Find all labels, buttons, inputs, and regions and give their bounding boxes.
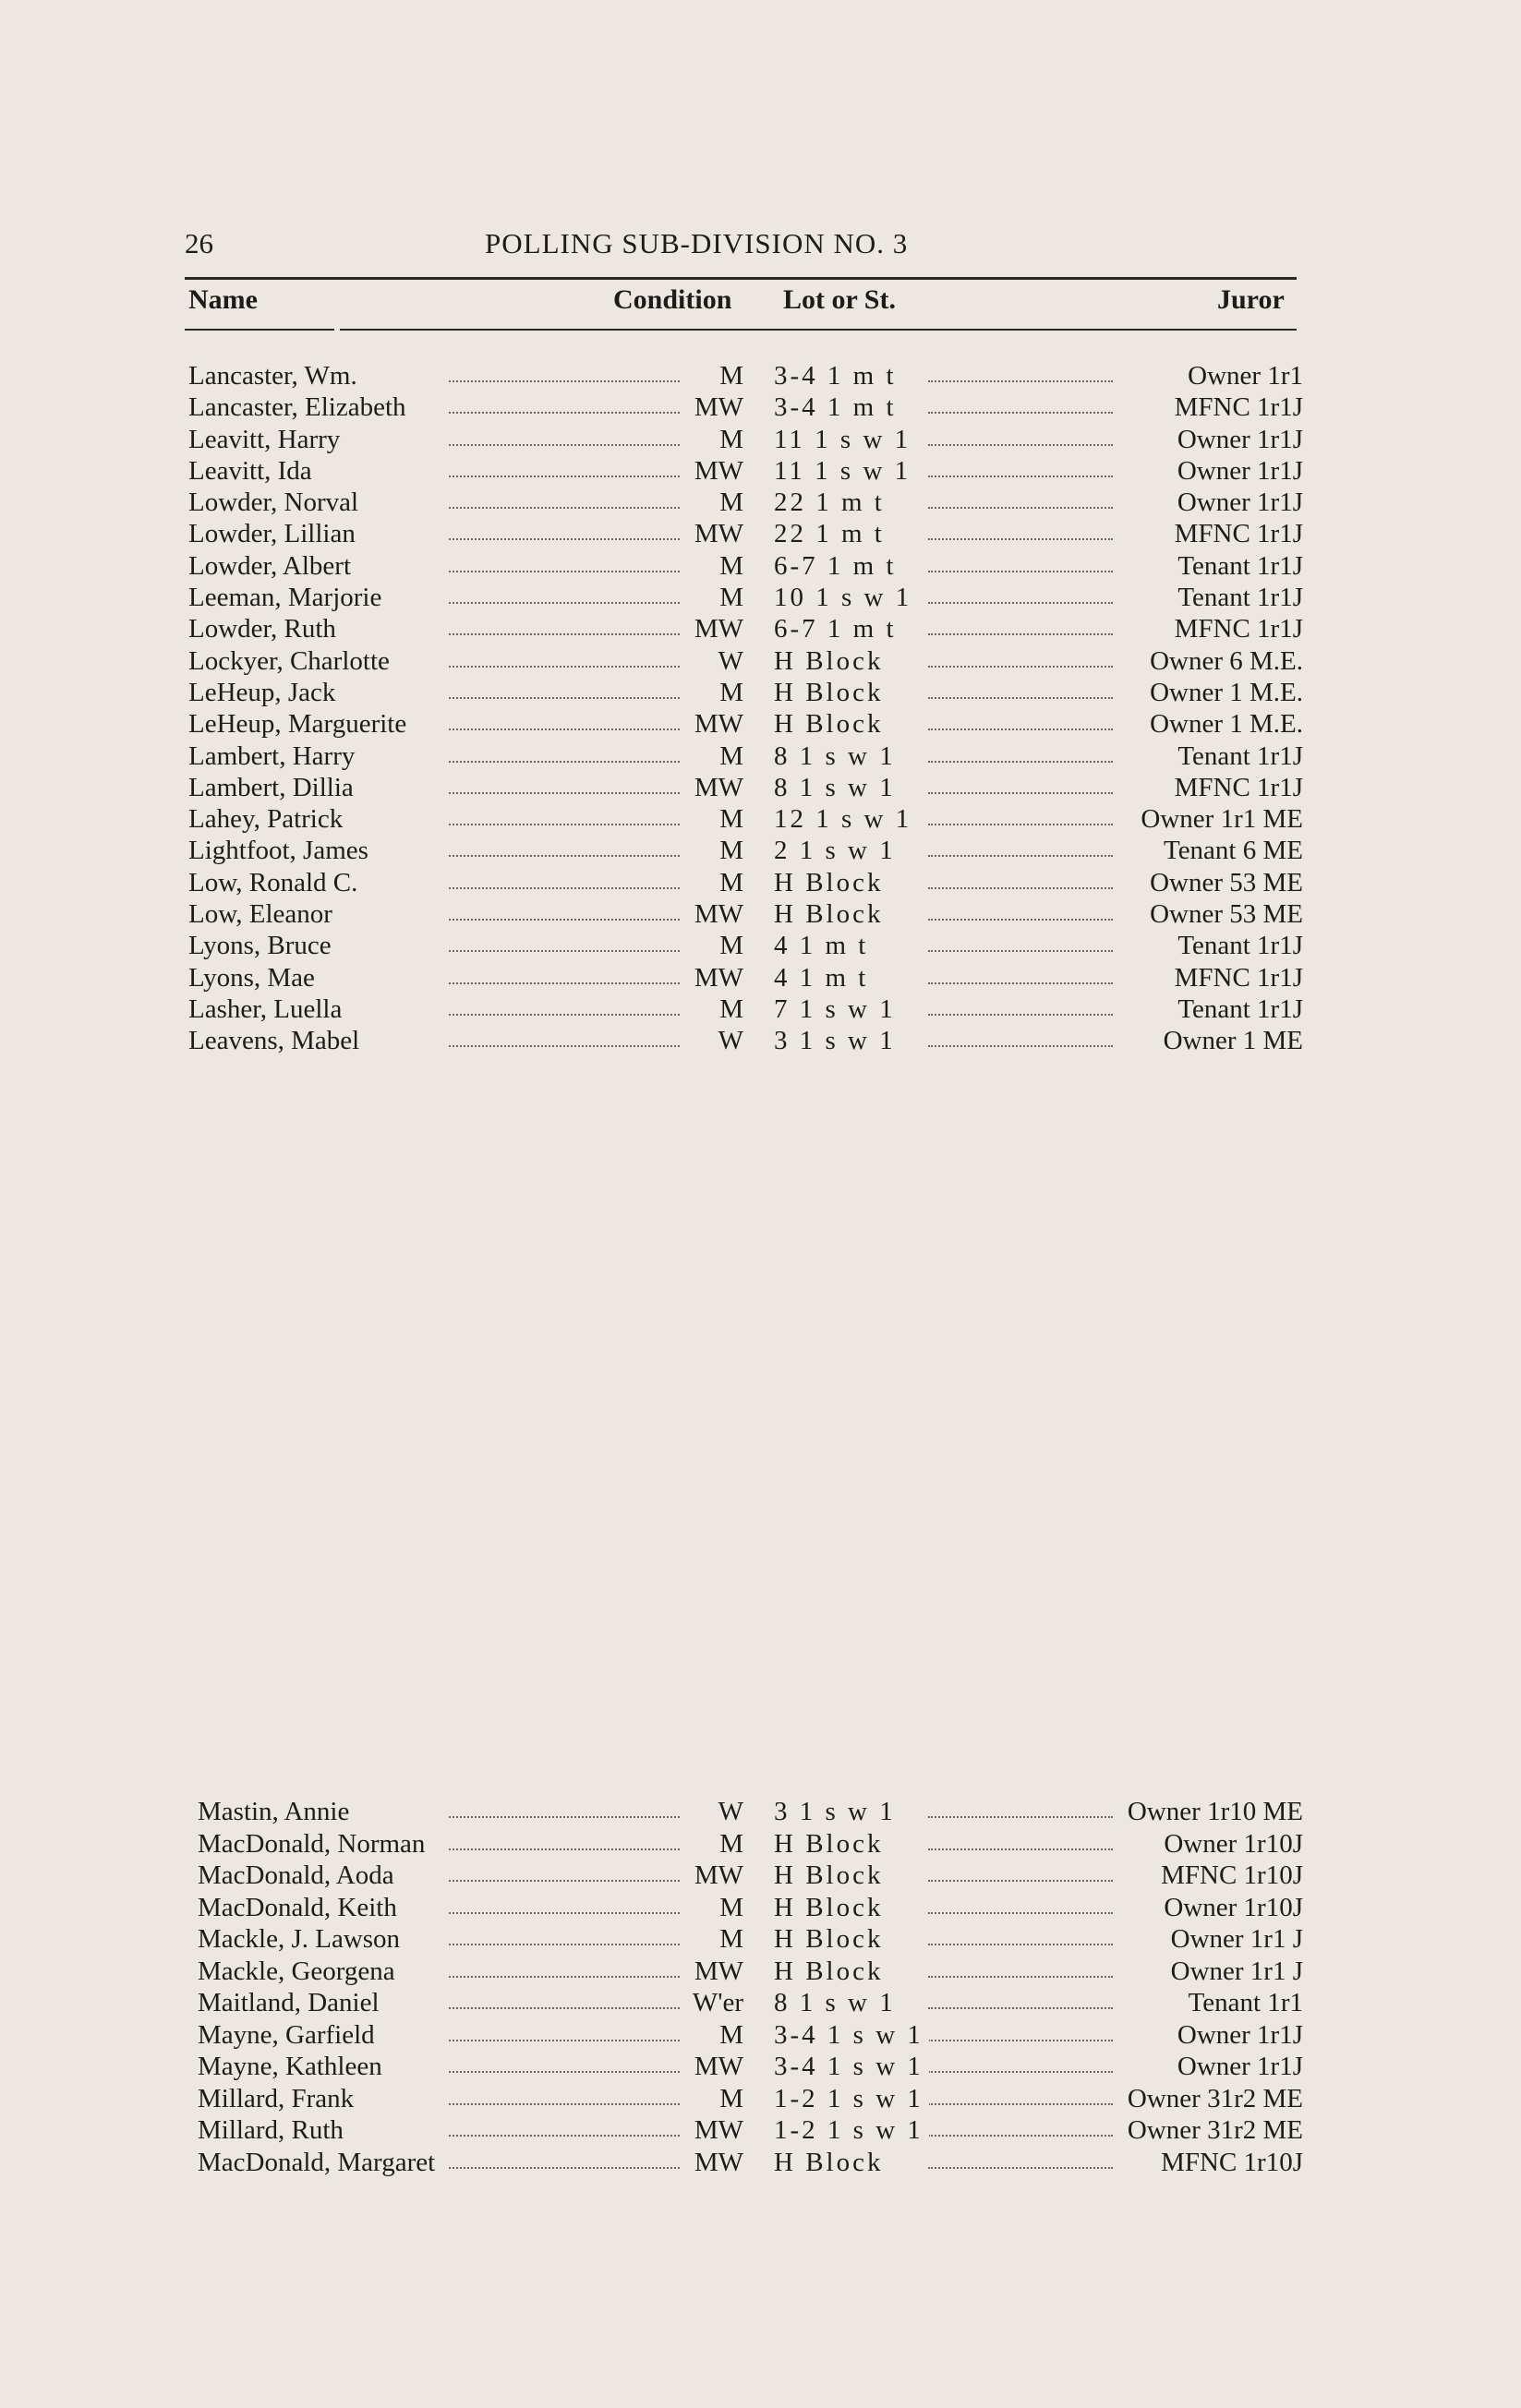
voter-juror: Owner 31r2 ME — [1122, 2114, 1303, 2146]
voter-list-l — [0, 360, 1521, 1057]
dot-leader — [928, 1976, 1113, 1978]
voter-name: Lancaster, Wm. — [188, 360, 363, 391]
voter-condition: M — [714, 487, 743, 518]
dot-leader — [928, 2007, 1113, 2009]
column-header-condition: Condition — [613, 284, 732, 315]
voter-name: MacDonald, Aoda — [198, 1860, 400, 1891]
voter-condition: MW — [689, 708, 743, 740]
dot-leader — [928, 887, 1113, 889]
voter-juror: Owner 1r1J — [1172, 2019, 1303, 2051]
dot-leader — [928, 2167, 1113, 2169]
dot-leader — [928, 919, 1113, 921]
voter-condition: MW — [689, 962, 743, 993]
voter-juror: Tenant 1r1J — [1172, 582, 1303, 613]
voter-condition: MW — [689, 898, 743, 930]
voter-juror: Owner 53 ME — [1144, 867, 1303, 898]
voter-condition: M — [714, 835, 743, 866]
voter-juror: Owner 1r1J — [1172, 487, 1303, 518]
dot-leader — [928, 380, 1113, 382]
voter-row — [0, 424, 1521, 455]
dot-leader — [928, 982, 1113, 984]
voter-condition: MW — [689, 455, 743, 487]
dot-leader — [928, 1848, 1113, 1850]
dot-leader — [928, 571, 1113, 572]
voter-lot: H Block — [774, 2147, 888, 2178]
voter-lot: 6-7 1 m t — [774, 550, 902, 582]
voter-juror: Owner 31r2 ME — [1122, 2083, 1303, 2114]
voter-juror: MFNC 1r1J — [1169, 518, 1303, 549]
voter-condition: M — [714, 1892, 743, 1923]
voter-condition: M — [714, 360, 743, 391]
dot-leader — [449, 1848, 680, 1850]
dot-leader — [928, 666, 1113, 668]
voter-row — [0, 708, 1521, 740]
voter-lot: 3-4 1 m t — [774, 360, 902, 391]
voter-row — [0, 360, 1521, 391]
header-rule — [185, 277, 1297, 280]
voter-juror: Tenant 6 ME — [1158, 835, 1303, 866]
voter-juror: Owner 1r1J — [1172, 424, 1303, 455]
voter-lot: 22 1 m t — [774, 487, 890, 518]
dot-leader — [449, 666, 680, 668]
voter-juror: Owner 1r1 J — [1165, 1923, 1303, 1955]
voter-juror: Owner 1r1 — [1182, 360, 1303, 391]
voter-name: Leeman, Marjorie — [188, 582, 387, 613]
dot-leader — [928, 761, 1113, 763]
voter-condition: W'er — [687, 1987, 743, 2018]
dot-leader — [449, 412, 680, 414]
page-number: 26 — [185, 227, 213, 259]
dot-leader — [449, 792, 680, 794]
voter-row — [0, 2147, 1521, 2179]
dot-leader — [928, 792, 1113, 794]
voter-condition: M — [714, 677, 743, 708]
voter-lot: 22 1 m t — [774, 518, 890, 549]
voter-juror: Owner 1r1 J — [1165, 1956, 1303, 1987]
voter-row — [0, 645, 1521, 677]
dot-leader — [449, 380, 680, 382]
dot-leader — [449, 887, 680, 889]
voter-juror: Owner 1r10 ME — [1122, 1796, 1303, 1827]
voter-name: Lyons, Bruce — [188, 930, 337, 961]
voter-name: Leavens, Mabel — [188, 1025, 365, 1056]
voter-juror: Owner 6 M.E. — [1144, 645, 1303, 677]
voter-lot: 1-2 1 s w 1 — [774, 2083, 929, 2114]
voter-row — [0, 1987, 1521, 2019]
dot-leader — [928, 1944, 1113, 1945]
voter-lot: 6-7 1 m t — [774, 613, 902, 644]
voter-condition: MW — [689, 518, 743, 549]
column-header-juror: Juror — [1217, 284, 1285, 315]
voter-row — [0, 835, 1521, 866]
dot-leader — [449, 761, 680, 763]
voter-condition: MW — [689, 2114, 743, 2146]
dot-leader — [928, 855, 1113, 857]
voter-name: Leavitt, Ida — [188, 455, 318, 487]
dot-leader — [928, 476, 1113, 477]
voter-name: Mastin, Annie — [198, 1796, 355, 1827]
voter-lot: H Block — [774, 1956, 888, 1987]
voter-condition: M — [714, 2019, 743, 2051]
voter-name: Lowder, Ruth — [188, 613, 342, 644]
voter-name: Lightfoot, James — [188, 835, 374, 866]
voter-lot: H Block — [774, 1828, 888, 1860]
voter-condition: MW — [689, 1860, 743, 1891]
voter-name: Lowder, Lillian — [188, 518, 361, 549]
dot-leader — [449, 1880, 680, 1882]
voter-name: Lowder, Norval — [188, 487, 364, 518]
voter-lot: H Block — [774, 867, 888, 898]
dot-leader — [928, 412, 1113, 414]
voter-juror: Tenant 1r1J — [1172, 550, 1303, 582]
voter-name: LeHeup, Marguerite — [188, 708, 412, 740]
voter-name: Lancaster, Elizabeth — [188, 391, 412, 423]
voter-list-m — [0, 1796, 1521, 2178]
voter-condition: M — [714, 424, 743, 455]
voter-juror: MFNC 1r1J — [1169, 613, 1303, 644]
voter-condition: W — [713, 645, 743, 677]
voter-name: Millard, Frank — [198, 2083, 359, 2114]
voter-name: Lyons, Mae — [188, 962, 320, 993]
voter-lot: H Block — [774, 1923, 888, 1955]
voter-juror: Tenant 1r1 — [1183, 1987, 1303, 2018]
voter-condition: M — [714, 1828, 743, 1860]
dot-leader — [928, 444, 1113, 446]
voter-row — [0, 2083, 1521, 2115]
section-title: POLLING SUB-DIVISION NO. 3 — [485, 227, 909, 259]
voter-row — [0, 772, 1521, 803]
voter-name: Mackle, Georgena — [198, 1956, 401, 1987]
dot-leader — [449, 982, 680, 984]
voter-condition: M — [714, 930, 743, 961]
dot-leader — [928, 2071, 1113, 2073]
voter-name: Leavitt, Harry — [188, 424, 345, 455]
voter-name: Mayne, Kathleen — [198, 2051, 388, 2082]
voter-row — [0, 962, 1521, 993]
voter-lot: 3-4 1 s w 1 — [774, 2019, 929, 2051]
voter-row — [0, 1796, 1521, 1828]
dot-leader — [449, 2007, 680, 2009]
voter-name: Lahey, Patrick — [188, 803, 348, 835]
voter-name: MacDonald, Norman — [198, 1828, 430, 1860]
voter-lot: 4 1 m t — [774, 930, 874, 961]
voter-condition: M — [714, 993, 743, 1025]
dot-leader — [928, 507, 1113, 509]
dot-leader — [928, 950, 1113, 952]
voter-juror: Tenant 1r1J — [1172, 740, 1303, 772]
voter-row — [0, 898, 1521, 930]
dot-leader — [449, 2071, 680, 2073]
voter-condition: M — [714, 803, 743, 835]
voter-row — [0, 391, 1521, 423]
voter-juror: Owner 1 M.E. — [1144, 708, 1303, 740]
voter-row — [0, 1025, 1521, 1056]
voter-lot: 8 1 s w 1 — [774, 740, 901, 772]
dot-leader — [449, 919, 680, 921]
dot-leader — [449, 824, 680, 825]
dot-leader — [928, 1816, 1113, 1818]
dot-leader — [449, 571, 680, 572]
voter-name: Lockyer, Charlotte — [188, 645, 395, 677]
header-underline-right — [340, 329, 1297, 331]
voter-condition: M — [714, 1923, 743, 1955]
voter-condition: MW — [689, 772, 743, 803]
voter-row — [0, 993, 1521, 1025]
voter-name: MacDonald, Margaret — [198, 2147, 441, 2178]
voter-condition: MW — [689, 2147, 743, 2178]
dot-leader — [928, 2103, 1113, 2105]
voter-row — [0, 582, 1521, 613]
voter-row — [0, 803, 1521, 835]
voter-row — [0, 2051, 1521, 2083]
voter-lot: 12 1 s w 1 — [774, 803, 917, 835]
voter-row — [0, 1860, 1521, 1892]
dot-leader — [928, 2040, 1113, 2041]
column-header-lot: Lot or St. — [783, 284, 896, 315]
dot-leader — [449, 2103, 680, 2105]
voter-row — [0, 613, 1521, 644]
voter-name: Lambert, Dillia — [188, 772, 359, 803]
voter-lot: H Block — [774, 645, 888, 677]
dot-leader — [449, 633, 680, 635]
voter-condition: M — [714, 2083, 743, 2114]
dot-leader — [928, 633, 1113, 635]
dot-leader — [449, 2135, 680, 2137]
voter-juror: Owner 1r1J — [1172, 455, 1303, 487]
voter-row — [0, 867, 1521, 898]
column-header-name: Name — [188, 284, 258, 315]
voter-row — [0, 740, 1521, 772]
voter-row — [0, 2114, 1521, 2147]
voter-lot: H Block — [774, 708, 888, 740]
voter-row — [0, 455, 1521, 487]
voter-juror: Owner 1 M.E. — [1144, 677, 1303, 708]
dot-leader — [928, 697, 1113, 699]
voter-lot: H Block — [774, 1860, 888, 1891]
voter-condition: MW — [689, 2051, 743, 2082]
voter-juror: Owner 1r1J — [1172, 2051, 1303, 2082]
voter-lot: H Block — [774, 898, 888, 930]
dot-leader — [449, 1816, 680, 1818]
voter-name: Lasher, Luella — [188, 993, 347, 1025]
dot-leader — [449, 2167, 680, 2169]
dot-leader — [449, 1912, 680, 1914]
voter-row — [0, 1923, 1521, 1956]
dot-leader — [449, 1944, 680, 1945]
voter-juror: MFNC 1r10J — [1155, 2147, 1303, 2178]
voter-row — [0, 677, 1521, 708]
dot-leader — [928, 602, 1113, 604]
dot-leader — [928, 2135, 1113, 2137]
dot-leader — [928, 1880, 1113, 1882]
dot-leader — [449, 602, 680, 604]
voter-condition: MW — [689, 1956, 743, 1987]
voter-juror: MFNC 1r1J — [1169, 962, 1303, 993]
voter-juror: Owner 1 ME — [1158, 1025, 1303, 1056]
voter-juror: Owner 1r10J — [1158, 1828, 1303, 1860]
dot-leader — [449, 1045, 680, 1047]
voter-name: Maitland, Daniel — [198, 1987, 385, 2018]
voter-juror: MFNC 1r10J — [1155, 1860, 1303, 1891]
voter-lot: 2 1 s w 1 — [774, 835, 901, 866]
voter-name: Millard, Ruth — [198, 2114, 349, 2146]
voter-name: Lowder, Albert — [188, 550, 356, 582]
voter-juror: MFNC 1r1J — [1169, 772, 1303, 803]
dot-leader — [449, 1014, 680, 1016]
voter-juror: Owner 53 ME — [1144, 898, 1303, 930]
voter-lot: H Block — [774, 1892, 888, 1923]
voter-name: MacDonald, Keith — [198, 1892, 403, 1923]
voter-condition: M — [714, 867, 743, 898]
voter-condition: W — [713, 1025, 743, 1056]
voter-juror: Owner 1r10J — [1158, 1892, 1303, 1923]
voter-row — [0, 518, 1521, 549]
voter-row — [0, 487, 1521, 518]
voter-condition: MW — [689, 613, 743, 644]
voter-lot: 10 1 s w 1 — [774, 582, 917, 613]
voter-name: Low, Eleanor — [188, 898, 338, 930]
dot-leader — [928, 1912, 1113, 1914]
voter-condition: M — [714, 550, 743, 582]
voter-condition: M — [714, 582, 743, 613]
dot-leader — [449, 855, 680, 857]
dot-leader — [449, 950, 680, 952]
voter-lot: 4 1 m t — [774, 962, 874, 993]
voter-lot: 11 1 s w 1 — [774, 424, 916, 455]
voter-lot: 11 1 s w 1 — [774, 455, 916, 487]
voter-lot: 8 1 s w 1 — [774, 1987, 901, 2018]
voter-juror: Tenant 1r1J — [1172, 930, 1303, 961]
dot-leader — [449, 697, 680, 699]
voter-juror: MFNC 1r1J — [1169, 391, 1303, 423]
voter-juror: Owner 1r1 ME — [1135, 803, 1303, 835]
voter-row — [0, 550, 1521, 582]
dot-leader — [449, 507, 680, 509]
voter-lot: 1-2 1 s w 1 — [774, 2114, 929, 2146]
dot-leader — [449, 444, 680, 446]
voter-condition: M — [714, 740, 743, 772]
voter-juror: Tenant 1r1J — [1172, 993, 1303, 1025]
dot-leader — [928, 538, 1113, 540]
voter-row — [0, 930, 1521, 961]
dot-leader — [449, 476, 680, 477]
header-underline-left — [185, 329, 334, 331]
voter-lot: 3-4 1 s w 1 — [774, 2051, 929, 2082]
voter-lot: 8 1 s w 1 — [774, 772, 901, 803]
dot-leader — [928, 1045, 1113, 1047]
voter-condition: MW — [689, 391, 743, 423]
voter-name: LeHeup, Jack — [188, 677, 341, 708]
voter-lot: 3-4 1 m t — [774, 391, 902, 423]
voter-name: Mackle, J. Lawson — [198, 1923, 405, 1955]
voter-row — [0, 1828, 1521, 1860]
voter-row — [0, 2019, 1521, 2052]
voter-row — [0, 1956, 1521, 1988]
voter-name: Mayne, Garfield — [198, 2019, 380, 2051]
dot-leader — [449, 1976, 680, 1978]
voter-row — [0, 1892, 1521, 1924]
dot-leader — [449, 728, 680, 730]
voter-lot: 7 1 s w 1 — [774, 993, 901, 1025]
dot-leader — [449, 2040, 680, 2041]
voter-lot: 3 1 s w 1 — [774, 1025, 901, 1056]
voter-name: Low, Ronald C. — [188, 867, 363, 898]
dot-leader — [449, 538, 680, 540]
dot-leader — [928, 728, 1113, 730]
voter-name: Lambert, Harry — [188, 740, 360, 772]
voter-lot: H Block — [774, 677, 888, 708]
voter-condition: W — [713, 1796, 743, 1827]
dot-leader — [928, 824, 1113, 825]
voter-lot: 3 1 s w 1 — [774, 1796, 901, 1827]
dot-leader — [928, 1014, 1113, 1016]
